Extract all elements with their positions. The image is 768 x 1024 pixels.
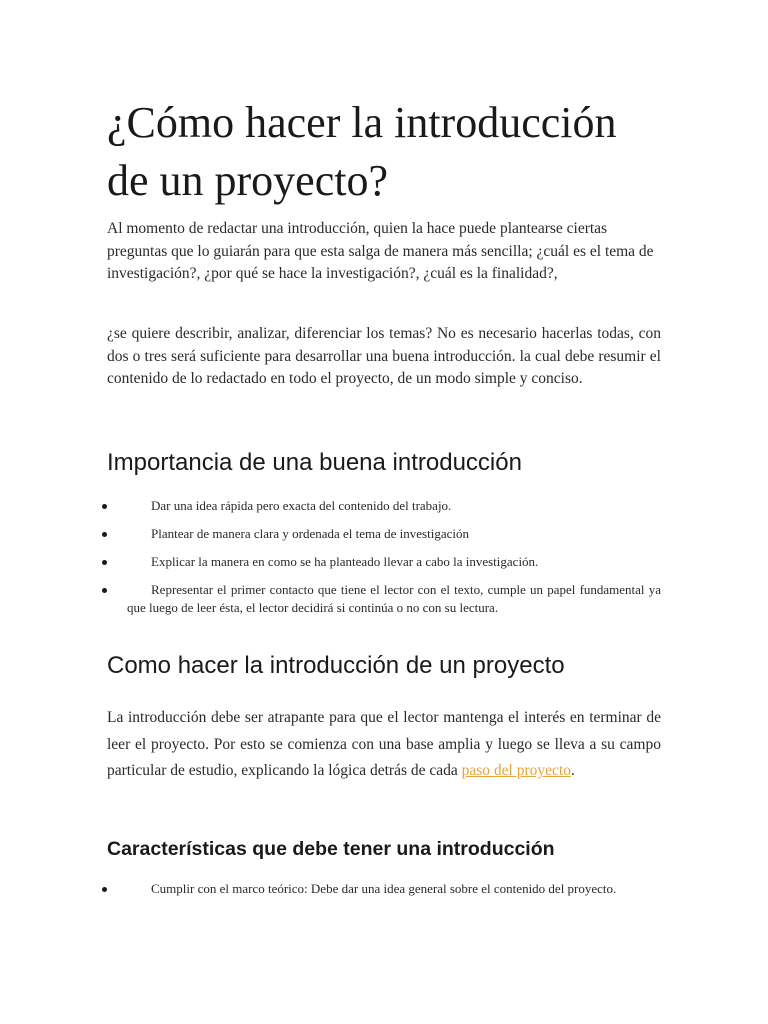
importance-heading: Importancia de una buena introducción <box>107 449 522 476</box>
howto-paragraph-text: La introducción debe ser atrapante para que el lector mantenga el interés en terminar de leer el proyecto. Por esto se comienza con una base amplia y luego se lleva a su campo particular de estudio, explicando la lógica detrás de cada <box>107 709 661 779</box>
list-item-text: Plantear de manera clara y ordenada el tema de investigación <box>151 526 469 541</box>
project-step-link[interactable]: paso del proyecto <box>461 762 571 779</box>
list-item-text: Explicar la manera en como se ha planteado llevar a cabo la investigación. <box>151 554 539 569</box>
intro-paragraph: Al momento de redactar una introducción, quien la hace puede plantearse ciertas preguntas que lo guiarán para que esta salga de manera más sencilla; ¿cuál es el tema de investigación?, ¿por qué se hace la investigación?, ¿cuál es la finalidad?, <box>107 220 654 282</box>
list-item <box>107 525 661 543</box>
list-item-text: Cumplir con el marco teórico: Debe dar una idea general sobre el contenido del proyecto. <box>151 881 617 896</box>
bullet-icon <box>102 532 107 537</box>
howto-heading: Como hacer la introducción de un proyecto <box>107 652 565 679</box>
list-item <box>107 497 661 515</box>
bullet-icon <box>102 504 107 509</box>
howto-paragraph <box>107 705 661 785</box>
bullet-icon <box>102 588 107 593</box>
bullet-icon <box>102 887 107 892</box>
list-item <box>107 880 661 898</box>
characteristics-heading: Características que debe tener una introducción <box>107 838 555 860</box>
page-title: ¿Cómo hacer la introducción de un proyecto? <box>107 98 617 205</box>
bullet-icon <box>102 560 107 565</box>
second-paragraph: ¿se quiere describir, analizar, diferenciar los temas? No es necesario hacerlas todas, con dos o tres será suficiente para desarrollar una buena introducción. la cual debe resumir el contenido de lo redactado en todo el proyecto, de un modo simple y conciso. <box>107 325 661 387</box>
list-item <box>107 581 661 617</box>
list-item <box>107 553 661 571</box>
list-item-text: Dar una idea rápida pero exacta del contenido del trabajo. <box>151 498 452 513</box>
howto-paragraph-end: . <box>570 762 575 779</box>
list-item-text: Representar el primer contacto que tiene el lector con el texto, cumple un papel fundamental ya que luego de leer ésta, el lector decidirá si continúa o no con su lectura. <box>127 582 661 615</box>
